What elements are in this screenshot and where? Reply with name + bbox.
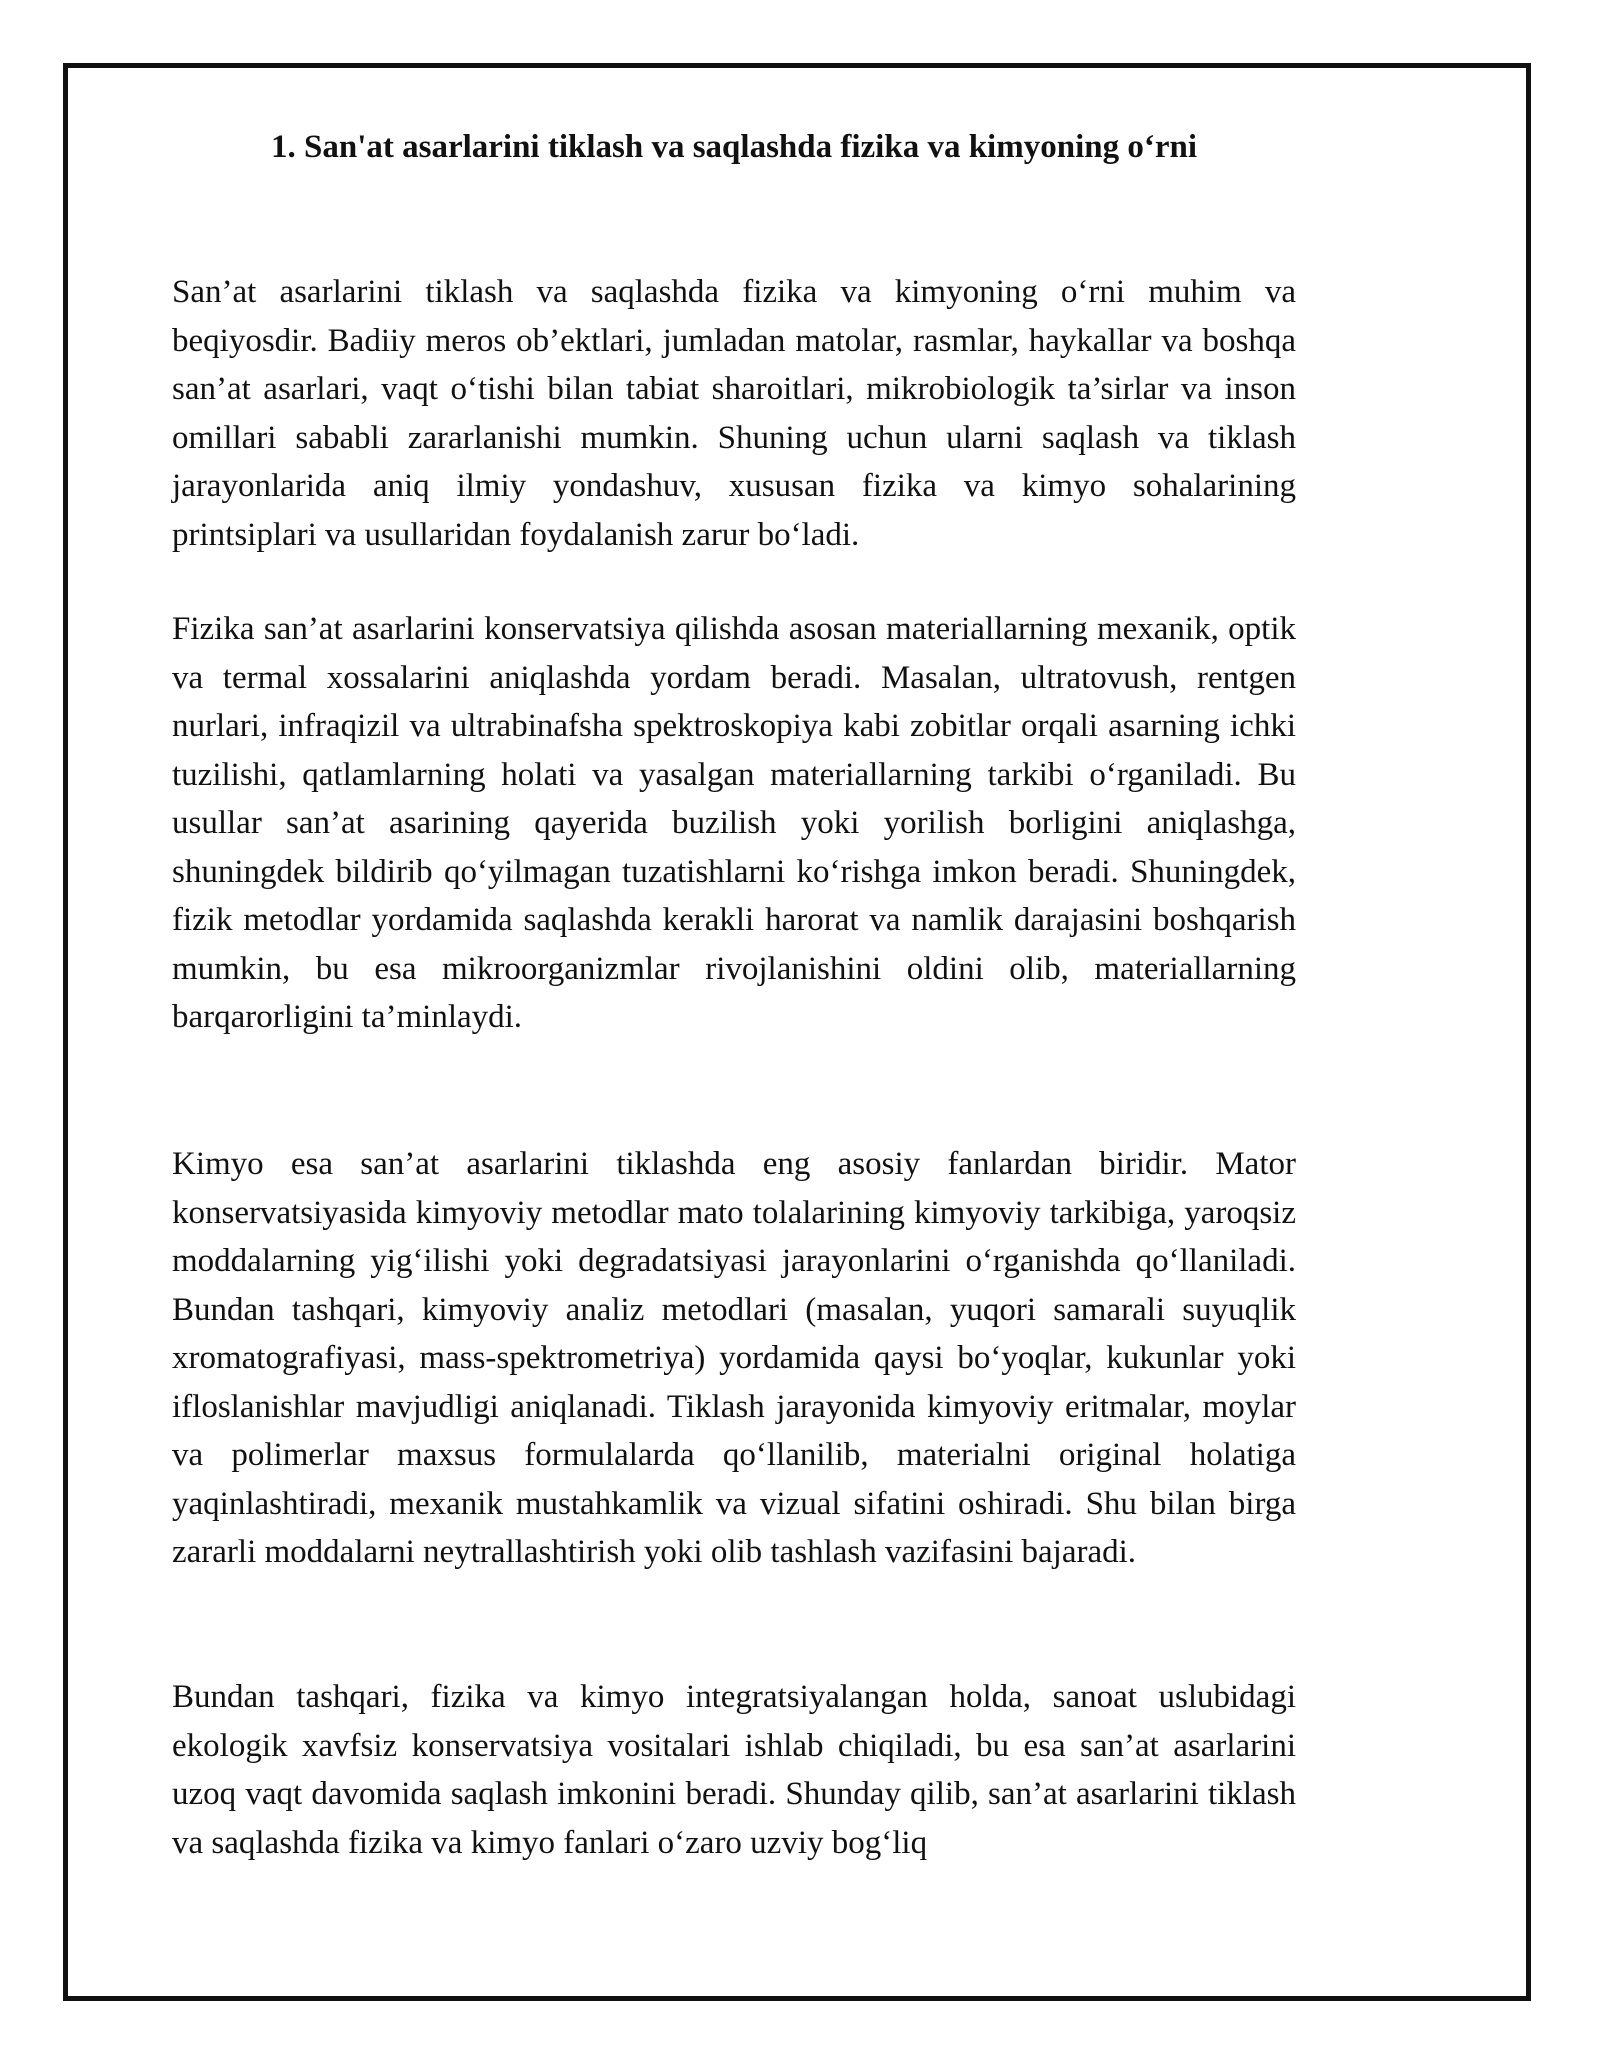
paragraph-intro: San’at asarlarini tiklash va saqlashda fizika va kimyoning o‘rni muhim va beqiyosdir. Badiiy meros ob’ektlari, jumladan matolar, rasmlar, haykallar va boshqa san’at asarlari, vaqt o‘tishi bilan tabiat sharoitlari, mikrobiologik ta’sirlar va inson omillari sababli zararlanishi mumkin. Shuning uchun ularni saqlash va tiklash jarayonlarida aniq ilmiy yondashuv, xususan fizika va kimyo sohalarining printsiplari va usullaridan foydalanish zarur bo‘ladi. xyxy=(172,274,1296,553)
paragraph-integration: Bundan tashqari, fizika va kimyo integratsiyalangan holda, sanoat uslubidagi ekologik xavfsiz konservatsiya vositalari ishlab chiqiladi, bu esa san’at asarlarini uzoq vaqt davomida saqlash imkonini beradi. Shunday qilib, san’at asarlarini tiklash va saqlashda fizika va kimyo fanlari o‘zaro uzviy bog‘liq xyxy=(172,1679,1296,1861)
paragraph-physics: Fizika san’at asarlarini konservatsiya qilishda asosan materiallarning mexanik, optik va termal xossalarini aniqlashda yordam beradi. Masalan, ultratovush, rentgen nurlari, infraqizil va ultrabinafsha spektroskopiya kabi zobitlar orqali asarning ichki tuzilishi, qatlamlarning holati va yasalgan materiallarning tarkibi o‘rganiladi. Bu usullar san’at asarining qayerida buzilish yoki yorilish borligini aniqlashga, shuningdek bildirib qo‘yilmagan tuzatishlarni ko‘rishga imkon beradi. Shuningdek, fizik metodlar yordamida saqlashda kerakli harorat va namlik darajasini boshqarish mumkin, bu esa mikroorganizmlar rivojlanishini oldini olib, materiallarning barqarorligini ta’minlaydi. xyxy=(172,611,1296,1035)
section-heading: 1. San'at asarlarini tiklash va saqlashda fizika va kimyoning o‘rni xyxy=(270,129,1197,165)
document-body xyxy=(172,125,1296,1861)
paragraph-chemistry: Kimyo esa san’at asarlarini tiklashda eng asosiy fanlardan biridir. Mator konservatsiyasida kimyoviy metodlar mato tolalarining kimyoviy tarkibiga, yaroqsiz moddalarning yig‘ilishi yoki degradatsiyasi jarayonlarini o‘rganishda qo‘llaniladi. Bundan tashqari, kimyoviy analiz metodlari (masalan, yuqori samarali suyuqlik xromatografiyasi, mass-spektrometriya) yordamida qaysi bo‘yoqlar, kukunlar yoki ifloslanishlar mavjudligi aniqlanadi. Tiklash jarayonida kimyoviy eritmalar, moylar va polimerlar maxsus formulalarda qo‘llanilib, materialni original holatiga yaqinlashtiradi, mexanik mustahkamlik va vizual sifatini oshiradi. Shu bilan birga zararli moddalarni neytrallashtirish yoki olib tashlash vazifasini bajaradi. xyxy=(172,1146,1296,1570)
